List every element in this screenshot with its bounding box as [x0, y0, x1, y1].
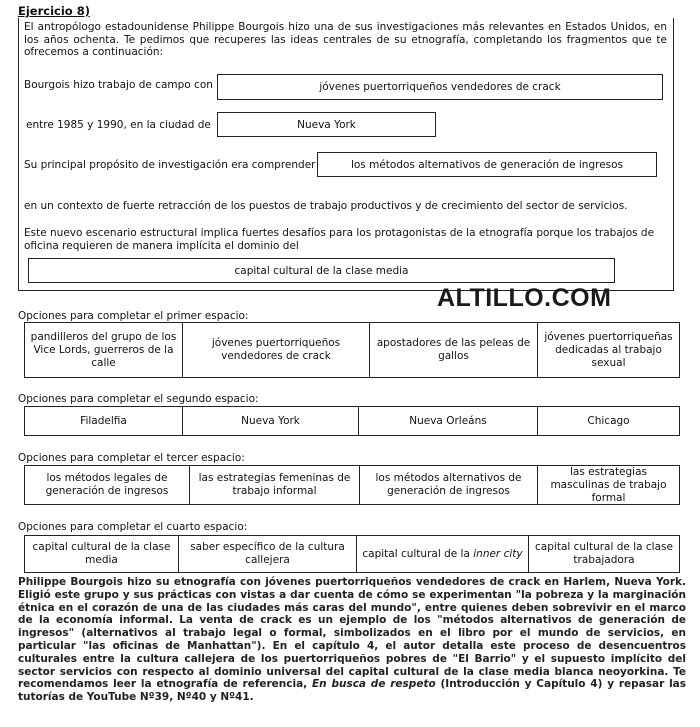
summary-text-1: Philippe Bourgois hizo su etnografía con jóvenes puertorriqueños vendedores de crack en Harlem, Nueva York. Eligió este grupo y sus prácticas con vistas a dar cuenta de cómo se experimentan "la pobreza y la marginación étnica en el corazón de una de las ciudades más caras del mundo", entre quienes deben sobrevivir en el marco de la economía informal. La venta de crack es un ejemplo de los "métodos alternativos de generación de ingresos" (alternativos al trabajo legal o formal, simbolizados en el libro por el mundo de servicios, en particular "las oficinas de Manhattan"). En el capítulo 4, el autor detalla este proceso de desencuentros culturales entre la cultura callejera de los puertorriqueños pobres de "El Barrio" y el supuesto implícito del sector servicios con respecto al dominio universal del capital cultural de la clase media blanca neoyorkina. Te recomendamos leer la etnografía de referencia, [18, 576, 686, 691]
summary-text-2: (Introducción y Capítulo 4) y repasar las tutorías de YouTube Nº39, Nº40 y Nº41. [18, 678, 687, 704]
options-4-row [24, 535, 680, 573]
fill-line-3-label: Su principal propósito de investigación era comprender [24, 159, 316, 171]
option-1-a[interactable]: pandilleros del grupo de los Vice Lords, guerreros de la calle [25, 323, 183, 377]
options-3-row [24, 465, 680, 505]
fill-answer-4[interactable]: capital cultural de la clase media [28, 258, 615, 283]
summary-paragraph [18, 576, 686, 704]
option-3-c[interactable]: los métodos alternativos de generación de ingresos [360, 466, 538, 504]
fill-answer-3[interactable]: los métodos alternativos de generación de ingresos [317, 152, 657, 177]
fill-answer-1[interactable]: jóvenes puertorriqueños vendedores de crack [217, 74, 663, 100]
option-4-c-text: capital cultural de la [362, 547, 470, 560]
options-1-title: Opciones para completar el primer espacio: [18, 310, 249, 322]
altillo-watermark: ALTILLO.COM [437, 284, 612, 312]
challenge-text: Este nuevo escenario estructural implica fuertes desafíos para los protagonistas de la etnografía porque los trabajos de oficina requieren de manera implícita el dominio del [24, 227, 655, 252]
option-2-b[interactable]: Nueva York [183, 407, 359, 435]
fill-line-1-label: Bourgois hizo trabajo de campo con [24, 79, 213, 91]
summary-book-title: En busca de respeto [312, 678, 436, 691]
option-4-d[interactable]: capital cultural de la clase trabajadora [535, 541, 673, 566]
options-3-title: Opciones para completar el tercer espacio: [18, 452, 245, 464]
context-text: en un contexto de fuerte retracción de los puestos de trabajo productivos y de crecimiento del sector de servicios. [24, 200, 628, 212]
option-3-a[interactable]: los métodos legales de generación de ingresos [25, 466, 190, 504]
option-2-c[interactable]: Nueva Orleáns [359, 407, 538, 435]
option-1-d[interactable]: jóvenes puertorriqueñas dedicadas al trabajo sexual [544, 330, 673, 369]
options-2-row [24, 406, 680, 436]
option-2-d[interactable]: Chicago [587, 414, 630, 427]
options-4-title: Opciones para completar el cuarto espacio: [18, 521, 248, 533]
options-2-title: Opciones para completar el segundo espacio: [18, 393, 259, 405]
exercise-title: Ejercicio 8) [18, 4, 90, 18]
fill-line-2-label: entre 1985 y 1990, en la ciudad de [26, 119, 211, 131]
options-1-row [24, 322, 680, 378]
option-3-d[interactable]: las estrategias masculinas de trabajo formal [550, 465, 667, 504]
option-4-a[interactable]: capital cultural de la clase media [25, 536, 179, 572]
option-4-c[interactable] [357, 536, 529, 572]
option-1-c[interactable]: apostadores de las peleas de gallos [370, 323, 538, 377]
exercise-intro: El antropólogo estadounidense Philippe Bourgois hizo una de sus investigaciones más relevantes en Estados Unidos, en los años ochenta. Te pedimos que recuperes las ideas centrales de su etnografía, completando los fragmentos que te ofrecemos a continuación: [24, 21, 667, 58]
option-2-a[interactable]: Filadelfia [25, 407, 183, 435]
option-4-c-italic: inner city [473, 547, 523, 560]
option-1-b[interactable]: jóvenes puertorriqueños vendedores de crack [183, 323, 370, 377]
fill-answer-2[interactable]: Nueva York [217, 112, 436, 137]
option-3-b[interactable]: las estrategias femeninas de trabajo informal [190, 466, 360, 504]
option-4-b[interactable]: saber específico de la cultura callejera [179, 536, 357, 572]
